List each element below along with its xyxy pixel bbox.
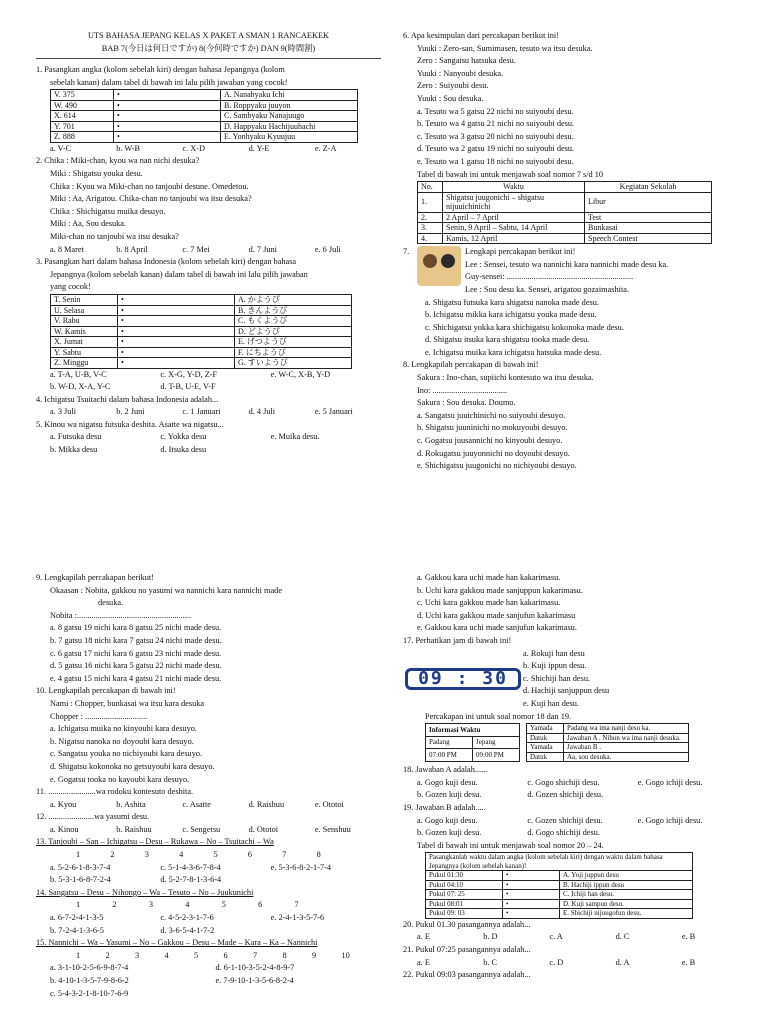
q21-options: a. E b. C c. D d. A e. B [417,957,696,967]
table-row: Y. 701 • D. Happyaku Hachijuuhachi [51,121,358,132]
q10-option: c. Sangatsu youka no nichiyoubi kara desuyo. [50,749,203,759]
table-row: 3. Senin, 9 April – Sabtu, 14 April Bunkasai [418,223,712,234]
q7-line: Lengkapi percakapan berikut ini! [465,247,576,257]
q10-option: a. Ichigatsu muika no kinyoubi kara desuyo. [50,724,198,734]
q17-option: b. Kuji ippun desu. [523,661,587,671]
q2-line: Chika : Shichigatsu muika desuyo. [50,206,166,216]
q10-line: 10. Lengkapilah percakapan di bawah ini! [36,686,176,696]
q7-option: e. Ichigatsu muika kara ichigatsu hatsuka made desu. [425,347,602,357]
q18-text: 18. Jawaban A adalah...... [403,765,488,775]
column-top-left [36,30,381,457]
q9-option: e. 4 gatsu 15 nichi kara 4 gatsu 21 nichi made desu. [50,673,222,683]
q6-line: Yuuki : Nanyoubi desuka. [417,68,504,78]
q9-option: b. 7 gatsu 18 nichi kara 7 gatsu 24 nichi made desu. [50,635,222,645]
table-row: V. 375 • A. Nanahyaku Ichi [51,90,358,101]
q12-text: 12. ......................wa yasumi desu. [36,812,150,822]
table-row: X. 614 • C. Sambyaku Nanajuugo [51,111,358,122]
time-table: Pasangkanlah waktu dalam angka (kolom sebelah kiri) dengan waktu dalam bahasa Jepangnya (kolom sebelah kanan)! Pukul 01:30 • A. Yoji juppun desu Pukul 04:10 • B. Hachiji ippun desu Pukul 07: 25 • C. Ichiji han desu. Pukul 08:01 • D. Kuji sampun desu. Pukul 09: 03 • E. Shichiji nijuugofun desu. [425,852,693,919]
schedule-table [417,181,712,244]
q11-text: 11. .......................wa rodoku kontesuto deshita. [36,787,194,797]
q17-intro: Percakapan ini untuk soal nomor 18 dan 19. [425,711,572,721]
q8-option: e. Shichigatsu juugonichi no nichiyoubi desuyo. [417,461,577,471]
table-row: Z. Minggu • G. すいようび [51,358,352,369]
table-row: V. Rabu • C. もくようび [51,316,352,327]
q9-option: c. 6 gatsu 17 nichi kara 6 gatsu 23 nichi made desu. [50,648,222,658]
q6-option: e. Tesuto wa 1 gatsu 18 nichi no suiyoubi desu. [417,156,574,166]
q14-numbers: 1 2 3 4 5 6 7 [76,900,299,910]
column-top-right [403,30,748,473]
q16-option: b. Uchi kara gakkou made sanjuppun kakarimasu. [417,585,583,595]
q13-words: 13. Tanjoubi – San – Ichigatsu – Desu – Rukawa – No – Tsuitachi – Wa [36,837,274,847]
q7-option: b. Ichigatsu mikka kara ichigatsu youka made desu. [425,310,597,320]
q9-line: desuka. [98,598,124,608]
q5-options: a. Futsuka desu c. Yokka desu e. Muika desu. [50,432,320,442]
q8-line: 8. Lengkapilah percakapan di bawah ini! [403,360,539,370]
q17-option: a. Rokuji han desu [523,648,585,658]
q8-option: b. Shigatsu juuninichi no mokuyoubi desuyo. [417,423,568,433]
q7-option: d. Shigatsu itsuka kara shigatsu tooka made desu. [425,335,590,345]
q6-line: Zero : Suiyoubi desu. [417,81,489,91]
table-row: 1. Shigatsu juugonichi – shigatsu nijuuichinichi Libur [418,192,712,212]
q9-line: 9. Lengkapilah percakapan berikut! [36,573,154,582]
q10-option: d. Shigatsu kokonoka no getsuyoubi kara desuyo. [50,761,215,771]
q16-option: d. Uchi kara gakkou made sanjufun kakarimasu [417,610,576,620]
info-section [425,723,748,762]
table-row: T. Senin • A. かようび [51,295,352,306]
q21-text: 21. Pukul 07:25 pasangannya adalah... [403,944,531,954]
q9-option: a. 8 gatsu 19 nichi kara 8 gatsu 25 nichi made desu. [50,623,222,633]
q9-line: Okaasan : Nobita, gakkou no yasumi wa nannichi kara nannichi made [50,585,283,595]
q17-option: c. Shichiji han desu. [523,673,591,683]
table-row: Pukul 07: 25 • C. Ichiji han desu. [426,890,693,900]
table-header: No. Waktu Kegiatan Sekolah [418,182,712,193]
q6-option: d. Tesuto wa 2 gatsu 19 nichi no suiyoubi desu. [417,144,575,154]
cartoon-illustration [417,246,461,286]
header-divider [36,58,381,59]
q18-options: b. Gozen kuji desu. d. Gozen shichiji desu. [417,790,604,800]
q2-options: a. 8 Maret b. 8 April c. 7 Mei d. 7 Juni e. 6 Juli [50,244,341,254]
q8-line: Sakura : Ino-chan, supiichi kontesuto wa itsu desuka. [417,373,594,383]
q1-text: 1. Pasangkan angka (kolom sebelah kiri) dengan bahasa Jepangnya (kolom [36,65,285,75]
q14-words: 14. Sangatsu – Desu – Nihongo – Wa – Tesuto – No – Juukunichi [36,887,254,897]
q6-line: Yuuki : Zero-san, Sumimasen, tesuto wa itsu desuka. [417,43,593,53]
q17-option: d. Hachiji sanjuppun desu [523,686,610,696]
q10-line: Chopper : .............................. [50,711,148,721]
q3-line: 3. Pasangkan hari dalam bahasa Indonesia (kolom sebelah kiri) dengan bahasa [36,257,297,267]
q19-options: b. Gozen kuji desu. d. Gogo shichiji desu. [417,828,600,838]
q13-options: b. 5-3-1-6-8-7-2-4 d. 5-2-7-8-1-3-6-4 [50,875,222,885]
schedule-intro: Tabel di bawah ini untuk menjawab soal nomor 7 s/d 10 [417,169,604,179]
table-row: Z. 888 • E. Yonhyaku Kyuujuu [51,132,358,143]
q7-line: Lee : Sensei, tesuto wa nannichi kara nannichi made desu ka. [465,259,669,269]
q9-line: Nobita :....................................................... [50,610,192,620]
q5-text: 5. Kinou wa nigatsu futsuka deshita. Asatte wa nigatsu... [36,419,224,429]
q7-option: a. Shigatsu futsuka kara shigatsu nanoka made desu. [425,297,599,307]
info-table: Informasi Waktu Padang Jepang 07:00 PM 09:00 PM [425,723,520,762]
q13-numbers: 1 2 3 4 5 6 7 8 [76,850,321,860]
q10-line: Nami : Chopper, bunkasai wa itsu kara desuka [50,698,205,708]
q7-line: Lee : Sou desu ka. Sensei, arigatou gozaimashita. [465,284,630,294]
table-row: W. Kamis • D. どようび [51,326,352,337]
q3-table [50,294,352,369]
q15-words: 15. Nannichi – Wa – Yasumi – No – Gakkou – Desu – Made – Kara – Ka – Nannichi [36,938,318,948]
q12-options: a. Kinou b. Raishuu c. Sengetsu d. Ototoi e. Senshuu [50,824,351,834]
digital-clock: 09 : 30 [405,668,521,691]
dialog-table: Yamada Padang wa ima nanji desu ka. Datuk Jawaban A . Nihon wa ima nanji desuka. Yamada Jawaban B . Datuk Aa, sou desuka. [526,723,689,762]
q15-numbers: 1 2 3 4 5 6 7 8 9 10 [76,950,350,960]
q1-options: a. V-C b. W-B c. X-D d. Y-E e. Z-A [50,143,337,153]
q1-text-cont: sebelah kanan) dalam tabel di bawah ini lalu pilih jawaban yang cocok! [50,77,288,87]
q19-options: a. Gogo kuji desu. c. Gozen shichiji desu. e. Gogo ichiji desu. [417,815,703,825]
table-row: U. Selasa • B. きんようび [51,305,352,316]
q22-text: 22. Pukul 09:03 pasangannya adalah... [403,970,531,980]
q6-line: Zero : Sangatsu hatsuka desu. [417,56,516,66]
table-row: X. Jumat • E. げつようび [51,337,352,348]
q3-options: b. W-D, X-A, Y-C d. T-B, U-E, V-F [50,382,216,392]
q7-line: Guy-sensei: ............................................................. [465,272,634,282]
q6-line: Yuuki : Sou desuka. [417,93,484,103]
q3-line: yang cocok! [50,282,91,292]
table-row: Pukul 08:01 • D. Kuji sampun desu. [426,899,693,909]
header-subtitle: BAB 7(今日は何日ですか) 8(今何時ですか) DAN 9(時間割) [101,43,316,53]
q17-option: e. Kuji han desu. [523,698,579,708]
q10-option: e. Gogatsu tooka no kayoubi kara desuyo. [50,774,190,784]
table-row: Pukul 01:30 • A. Yoji juppun desu [426,871,693,881]
column-bottom-right [403,572,748,982]
q2-line: Miki : Shigatsu youka desu. [50,169,143,179]
q8-option: a. Sangatsu juuichinichi no suiyoubi desuyo. [417,410,566,420]
q18-options: a. Gogo kuji desu. c. Gogo shichiji desu. e. Gogo ichiji desu. [417,777,703,787]
q15-options: b. 4-10-1-3-5-7-9-8-6-2 e. 7-9-10-1-3-5-6-8-2-4 [50,976,294,985]
q5-options: b. Mikka desu d. Itsuka desu [50,445,207,455]
q3-line: Jepangnya (kolom sebelah kanan) dalam tabel di bawah ini lalu pilih jawaban [50,269,308,279]
q2-line: Chika : Kyou wa Miki-chan no tanjoubi desune. Omedetou. [50,181,249,191]
q6-option: c. Tesuto wa 3 gatsu 20 nichi no suiyoubi desu. [417,131,574,141]
q2-line: Miki-chan no tanjoubi wa itsu desuka? [50,232,179,242]
q6-line: 6. Apa kesimpulan dari percakapan berikut ini! [403,31,559,40]
q3-options: a. T-A, U-B, V-C c. X-G, Y-D, Z-F e. W-C, X-B, Y-D [50,369,331,379]
q13-options: a. 5-2-6-1-8-3-7-4 c. 5-1-4-3-6-7-8-4 e. 5-3-6-8-2-1-7-4 [50,862,332,872]
q9-option: d. 5 gatsu 16 nichi kara 5 gatsu 22 nichi made desu. [50,661,222,671]
table-row: Pukul 04:10 • B. Hachiji ippun desu [426,880,693,890]
q14-options: a. 6-7-2-4-1-3-5 c. 4-5-2-3-1-7-6 e. 2-4-1-3-5-7-6 [50,913,325,923]
table-row: Pukul 09: 03 • E. Shichiji nijuugofun desu. [426,909,693,919]
q4-options: a. 3 Juli b. 2 Juni c. 1 Januari d. 4 Juli e. 5 Januari [50,407,353,417]
q6-option: a. Tesuto wa 5 gatsu 22 nichi no suiyoubi desu. [417,106,574,116]
q7-block: 7. Lengkapi percakapan berikut ini! Lee : Sensei, tesuto wa nannichi kara nannichi made desu ka. Guy-sensei: ............................................................. Lee : Sou desu ka. Sensei, arigatou gozaimashita. [403,246,748,296]
q2-line: Miki : Aa, Arigatou. Chika-chan no tanjoubi wa itsu desuka? [50,194,252,204]
q1-table [50,89,358,143]
q10-option: b. Nigatsu nanoka no doyoubi kara desuyo. [50,736,194,746]
q8-option: c. Gogatsu juusannichi no kinyoubi desuyo. [417,436,563,446]
q2-line: Miki : Aa, Sou desuka. [50,219,127,229]
q2-line: 2. Chika : Miki-chan, kyou wa nan nichi desuka? [36,156,200,166]
q8-option: d. Rokugatsu juuyonnichi no doyoubi desuyo. [417,448,570,458]
table-row: 2. 2 April – 7 April Test [418,212,712,223]
q11-options: a. Kyou b. Ashita c. Asatte d. Raishuu e. Ototoi [50,799,344,809]
q17-text: 17. Perhatikan jam di bawah ini! [403,635,512,645]
q19-text: 19. Jawaban B adalah..... [403,802,486,812]
q16-option: e. Gakkou kara uchi made sanjufun kakarimasu. [417,623,577,633]
q16-option: a. Gakkou kara uchi made han kakarimasu. [417,573,561,582]
q16-option: c. Uchi kara gakkou made han kakarimasu. [417,598,561,608]
q15-options: c. 5-4-3-2-1-8-10-7-6-9 [50,988,129,998]
header-title: UTS BAHASA JEPANG KELAS X PAKET A SMAN 1 RANCAEKEK [87,31,330,40]
time-table-intro: Tabel di bawah ini untuk menjawab soal nomor 20 – 24. [417,840,604,850]
column-bottom-left [36,572,381,1000]
q17-block [403,648,748,711]
q8-line: Sakura : Sou desuka. Doumo. [417,398,516,408]
q20-options: a. E b. D c. A d. C e. B [417,932,696,942]
q20-text: 20. Pukul 01.30 pasangannya adalah... [403,919,531,929]
table-row: 4. Kamis, 12 April Speech Contest [418,233,712,244]
q14-options: b. 7-2-4-1-3-6-5 d. 3-6-5-4-1-7-2 [50,925,215,935]
table-row: W. 490 • B. Roppyaku juuyon [51,100,358,111]
q15-options: a. 3-1-10-2-5-6-9-8-7-4 d. 6-1-10-3-5-2-4-8-9-7 [50,963,295,973]
table-row: Y. Sabtu • F. にちようび [51,347,352,358]
q4-text: 4. Ichigatsu Tsuitachi dalam bahasa Indonesia adalah... [36,394,219,404]
q8-line: Ino: .................................... [417,385,508,395]
q6-option: b. Tesuto wa 4 gatsu 21 nichi no suiyoubi desu. [417,119,575,129]
q7-option: c. Shichigatsu yokka kara shichigatsu kokonoka made desu. [425,322,624,332]
